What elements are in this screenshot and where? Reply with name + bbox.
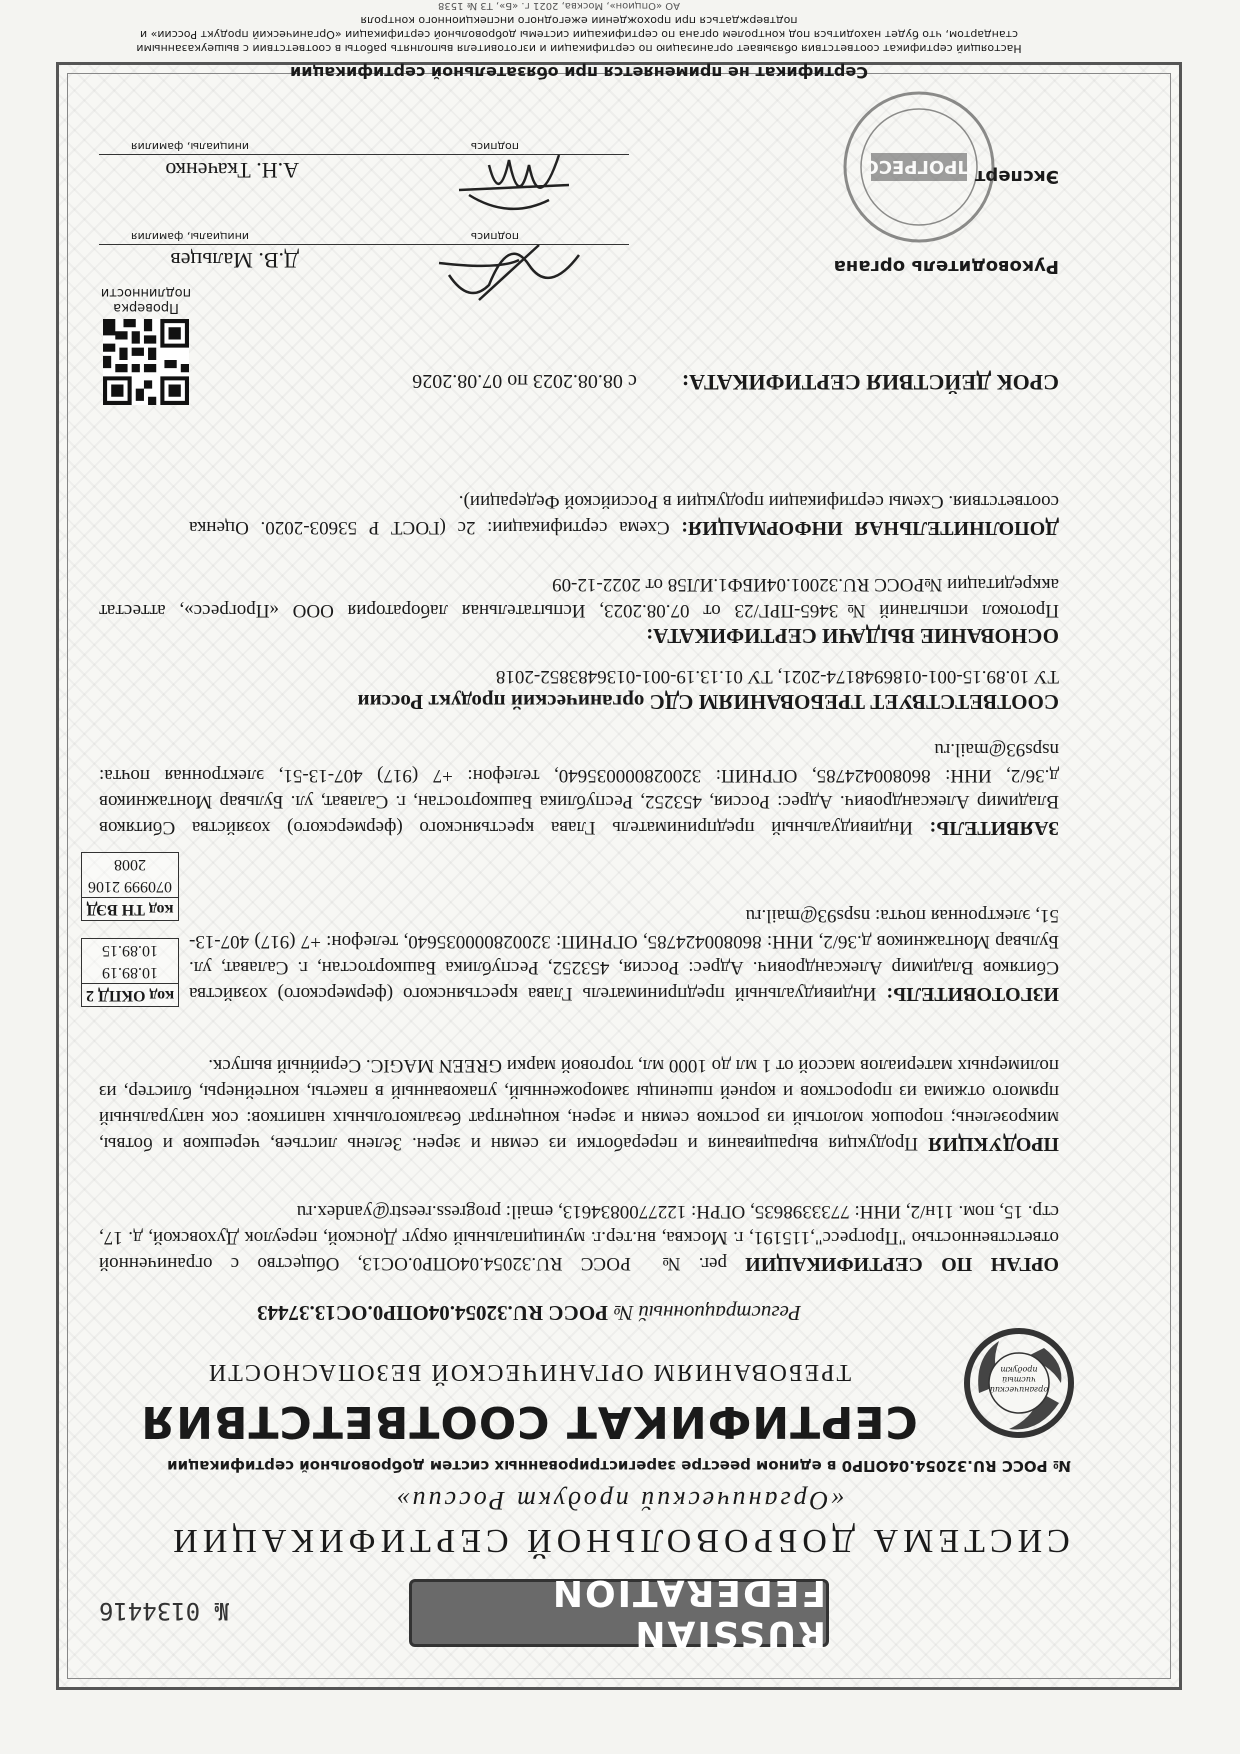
expert-sign-line [99,154,629,155]
organ-text: рег. № РОСС RU.32054.04ОПР0.ОС13, Общество с ограниченной ответственностью "Прогресс",115191, г. Москва, вн.тер.г. муниципальный округ Донской, переулок Духовской, д. 17, стр. 15, пом. 11н/2, ИНН: 7733398635, ОГРН: 1227700834613, email: progress.reestr@yandex.ru [99,1201,1059,1274]
registration-label: Регистрационный № [608,1301,801,1325]
applicant-label: ЗАЯВИТЕЛЬ: [929,817,1059,839]
form-number: № 0134416 [98,1597,229,1625]
manufacturer-text: Индивидуальный предприниматель Глава крестьянского (фермерского) хозяйства Сбитяков Владимир Александрович. Адрес: Россия, 453252, Республика Башкортостан, г. Салават, ул. Бульвар Монтажников д.36/2, ИНН: 860800424785, ОГРНИП: 320028000035640, телефон: +7 (917) 407-13-51, электронная почта: nsps93@mail.ru [189,905,1059,1004]
manufacturer-block [189,902,1059,1007]
conformity-heading: СООТВЕТСТВУЕТ ТРЕБОВАНИЯМ СДС органический продукт России [357,690,1059,714]
head-name: Д.В. Мальцев [170,248,299,273]
expert-role: Эксперт [974,166,1059,187]
additional-text: Схема сертификации: 2с (ГОСТ Р 53603-2020. Оценка соответствия. Схемы сертификации продукции в Российской Федерации). [189,491,1059,538]
product-block [99,1052,1059,1157]
basis-text: Протокол испытаний №3465-ПРГ/23 от 07.08.2023, Испытательная лаборатория ООО «Прогресс», аттестат аккредитации №РОСС RU.32001.04ИБФ1.ИЛ58 от 2022-12-09 [99,574,1059,621]
svg-text:чистый: чистый [1002,1375,1036,1384]
qr-caption: Проверка подлинности [100,285,192,315]
additional-block [189,488,1059,541]
applicant-text: Индивидуальный предприниматель Глава крестьянского (фермерского) хозяйства Сбитяков Владимир Александрович. Адрес: Россия, 453252, Республика Башкортостан, г. Салават, ул. Бульвар Монтажников д.36/2, ИНН: 860800424785, ОГРНИП: 320028000035640, телефон: +7 (917) 407-13-51, электронная почта: nsps93@mail.ru [99,739,1059,838]
conformity-block [99,663,1059,715]
organ-stamp-icon [839,87,999,247]
registration-number: РОСС RU.32054.04ОПР0.ОС13.37443 [257,1301,609,1325]
system-subtitle: «Органический продукт России» [393,1486,845,1515]
certificate-subtitle: ТРЕБОВАНИЯМ ОРГАНИЧЕСКОЙ БЕЗОПАСНОСТИ [206,1359,852,1385]
certificate-title: СЕРТИФИКАТ СООТВЕТСТВИЯ [140,1396,918,1447]
expert-name: А.Н. Ткаченко [165,158,299,183]
print-info: АО «Опцион», Москва, 2021 г. «Б», T3 № 1538 [438,0,680,11]
okpd-code-box [81,938,179,1007]
head-sign-caption: подпись [470,230,519,243]
certificate-frame [56,0,1182,1690]
expert-name-caption: инициалы, фамилия [131,140,249,153]
expert-sign-caption: подпись [470,140,519,153]
footnote: Настоящий сертификат соответствия обязывает организацию по сертификации и изготовителя выполнять работы в соответствии с вышеуказанными стандартом, что будет находиться под контролем органа по сертификации системы добровольной сертификации «Органический продукт России» и подтверждаться при прохождении ежегодного инспекционного контроля [136,14,1022,55]
okpd-heading: код ОКПД 2 [82,983,178,1006]
country-banner: RUSSIAN FEDERATION [409,1579,829,1647]
registration-line [109,1300,949,1325]
system-title: СИСТЕМА ДОБРОВОЛЬНОЙ СЕРТИФИКАЦИИ [168,1522,1070,1559]
product-text: Продукция выращивания и переработки из семян и зерен. Зелень листьев, черешков и ботвы, микрозелень; порошок молотый из ростков семян и зерен, концентрат безалкогольных напитков: сок натуральный прямого отжима из проростков и корней пшеницы замороженный, упакованный в пакеты, контейнеры, блистер, из полимерных материалов массой от 1 мл до 1000 мл, торговой марки GREEN MAGIC. Серийный выпуск. [99,1055,1059,1154]
conformity-text: ТУ 10.89.15-001-0186948174-2021, ТУ 01.13.19-001-0136483852-2018 [495,666,1059,687]
tnved-codes: 070999 2106 2008 [88,856,172,895]
head-name-caption: инициалы, фамилия [131,230,249,243]
registry-note: № РОСС RU.32054.04ОПР0 в едином реестре зарегистрированных систем добровольной сертификации [167,1457,1071,1475]
head-role: Руководитель органа [833,256,1059,277]
validity-line [99,369,1059,395]
organic-logo-icon [959,1323,1079,1443]
okpd-codes: 10.89.19 10.89.15 [102,942,158,981]
tnved-code-box [81,852,179,921]
validity-dates: с 08.08.2023 по 07.08.2026 [412,370,637,392]
additional-label: ДОПОЛНИТЕЛЬНАЯ ИНФОРМАЦИЯ: [681,517,1059,539]
basis-heading: ОСНОВАНИЕ ВЫДАЧИ СЕРТИФИКАТА: [646,624,1059,648]
organ-block [99,1198,1059,1277]
expert-signature-icon [429,145,589,225]
tnved-heading: код ТН ВЭД [82,897,178,920]
svg-text:органический: органический [989,1385,1049,1394]
product-label: ПРОДУКЦИЯ [928,1133,1059,1155]
not-apply-note: Сертификат не применяется при обязательной сертификации [290,63,868,82]
manufacturer-label: ИЗГОТОВИТЕЛЬ: [886,983,1059,1005]
svg-text:продукт: продукт [1000,1365,1038,1374]
head-signature-icon [429,235,589,315]
validity-label: СРОК ДЕЙСТВИЯ СЕРТИФИКАТА: [681,370,1059,395]
organ-label: ОРГАН ПО СЕРТИФИКАЦИИ [745,1253,1059,1275]
qr-code-icon [103,319,189,405]
basis-block [99,571,1059,649]
stamp-text: ПРОГРЕСС [865,156,973,177]
head-sign-line [99,244,629,245]
applicant-block [99,736,1059,841]
